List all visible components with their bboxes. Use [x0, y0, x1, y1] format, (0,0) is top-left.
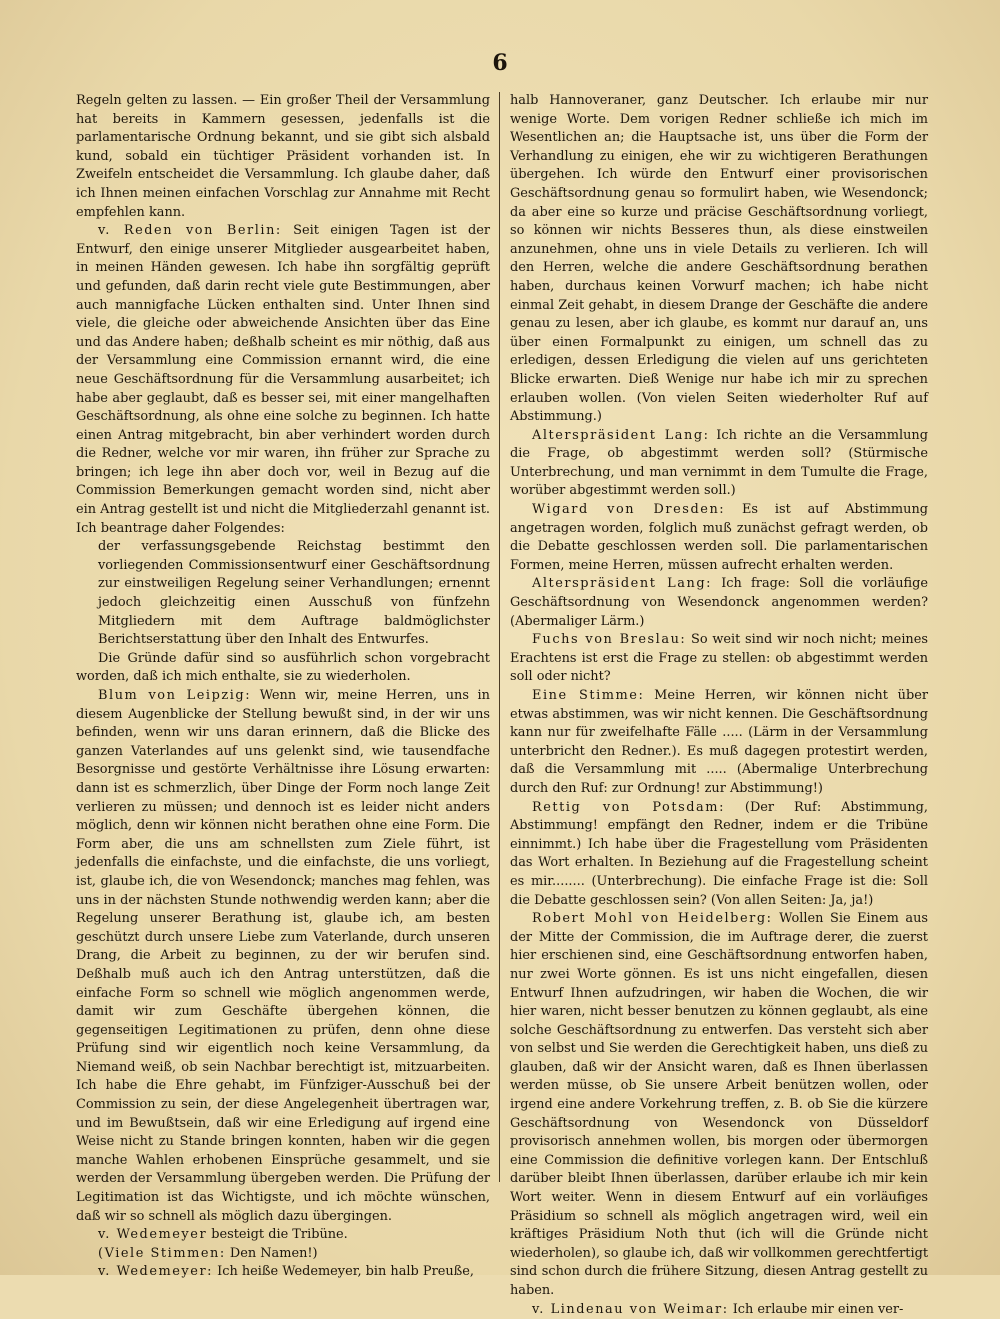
speech-paragraph	[510, 631, 928, 687]
speech-paragraph	[76, 222, 490, 538]
speech-text: besteigt die Tribüne.	[207, 1227, 348, 1243]
speech-paragraph	[510, 687, 928, 799]
speaker-name: v. Wedemeyer:	[98, 1264, 214, 1280]
speech-text: Es ist auf Abstimmung angetragen worden, folglich muß zunächst gefragt werden, ob die Debatte geschlossen werden soll. Die parlamentarischen Formen, meine Herren, müssen aufrecht erhalten werden.	[510, 502, 928, 573]
speech-paragraph	[76, 1245, 490, 1264]
speech-text: Seit einigen Tagen ist der Entwurf, den einige unserer Mitglieder ausgearbeitet haben, in meinen Händen gewesen. Ich habe ihn sorgfältig geprüft und gefunden, daß darin recht viele gute Bestimmungen, aber auch mannigfache Lücken enthalten sind. Unter Ihnen sind viele, die gleiche oder abweichende Ansichten über das Eine und das Andere haben; deßhalb scheint es mir nöthig, daß aus der Versammlung eine Commission ernannt wird, die eine neue Geschäftsordnung für die Versammlung ausarbeitet; ich habe aber geglaubt, daß es besser sei, mit einer mangelhaften Geschäftsordnung, als ohne eine solche zu beginnen. Ich hatte einen Antrag mitgebracht, bin aber verhindert worden durch die Redner, welche vor mir waren, ihn früher zur Sprache zu bringen; ich lege ihn aber doch vor, weil in Bezug auf die Commission Bemerkungen gemacht worden sind, nicht aber ein Antrag gestellt ist und nicht die Mitgliederzahl genannt ist. Ich beantrage daher Folgendes:	[76, 223, 490, 536]
speaker-name: Fuchs von Breslau:	[532, 632, 687, 648]
speech-paragraph	[510, 1301, 928, 1319]
column-divider	[499, 92, 500, 1182]
speech-paragraph	[510, 427, 928, 501]
speech-text: (Der Ruf: Abstimmung, Abstimmung! empfängt den Redner, indem er die Tribüne einnimmt.) Ich habe über die Fragestellung vom Präsidenten das Wort erhalten. In Beziehung auf die Fragestellung scheint es mir........ (Unterbrechung). Die einfache Frage ist die: Soll die Debatte geschlossen sein? (Von allen Seiten: Ja, ja!)	[510, 799, 929, 908]
speech-text: Wollen Sie Einem aus der Mitte der Commission, die im Auftrage derer, die zuerst hier erschienen sind, eine Geschäftsordnung entworfen haben, nur zwei Worte gönnen. Es ist uns nicht eingefallen, diesen Entwurf Ihnen aufzudringen, wir haben die Wochen, die wir hier waren, nicht besser benutzen zu können geglaubt, als eine solche Geschäftsordnung zu entwerfen. Das versteht sich aber von selbst und Sie werden die Gerechtigkeit haben, uns dieß zu glauben, daß wir der Ansicht waren, daß es Ihnen überlassen werden müsse, ob Sie unsere Arbeit benützen wollen, oder irgend eine andere Vorkehrung treffen, z. B. ob Sie die kürzere Geschäftsordnung von Wesendonck von Düsseldorf provisorisch annehmen wollen, bis morgen oder übermorgen eine Commission die definitive vorlegen kann. Der Entschluß darüber bleibt Ihnen überlassen, darüber erlaube ich mir kein Wort weiter. Wenn in diesem Entwurf auf ein vorläufiges Präsidium so schnell als möglich angetragen wird, weil ein kräftiges Präsidium Noth thut (ich will die Gründe nicht wiederholen), so glaube ich, daß wir vollkommen gerechtfertigt sind schon durch die frühere Sitzung, diesen Antrag gestellt zu haben.	[510, 911, 928, 1298]
speech-text: Wenn wir, meine Herren, uns in diesem Augenblicke der Stellung bewußt sind, in der wir uns befinden, wenn wir uns daran erinnern, daß die Blicke des ganzen Vaterlandes auf uns gelenkt sind, wie tausendfache Besorgnisse und gestörte Verhältnisse ihre Lösung erwarten: dann ist es schmerzlich, über Dinge der Form noch lange Zeit verlieren zu müssen; und dennoch ist es leider nicht anders möglich, denn wir können nicht berathen ohne eine Form. Die Form aber, die uns am schnellsten zum Ziele führt, ist jedenfalls die einfachste, und die einfachste, die uns vorliegt, ist, glaube ich, die von Wesendonck; manches mag fehlen, was uns in der nächsten Stunde nothwendig werden kann; aber die Regelung unserer Berathung ist, glaube ich, am besten geschützt durch unsere Liebe zum Vaterlande, durch unseren Drang, die Arbeit zu beginnen, zu der wir berufen sind. Deßhalb muß auch ich den Antrag unterstützen, daß die einfache Form so schnell wie möglich angenommen werde, damit wir zum Geschäfte übergehen können, die gegenseitigen Legitimationen zu prüfen, denn ohne diese Prüfung sind wir eigentlich noch keine Versammlung, da Niemand weiß, ob sein Nachbar berechtigt ist, mitzuarbeiten. Ich habe die Ehre gehabt, im Fünfziger-Ausschuß bei der Commission zu sein, der diese Angelegenheit übertragen war, und im Bewußtsein, daß wir eine Erledigung auf irgend eine Weise nicht zu Stande bringen konnten, haben wir die gegen manche Wahlen erhobenen Einsprüche gesammelt, und sie werden der Versammlung übergeben werden. Die Prüfung der Legitimation ist das Wichtigste, und ich möchte wünschen, daß wir so schnell als möglich dazu übergingen.	[76, 688, 490, 1224]
speech-paragraph	[510, 799, 928, 911]
speaker-name: v. Wedemeyer	[98, 1227, 208, 1243]
speech-text: Den Namen!)	[225, 1245, 318, 1261]
speaker-name: Wigard von Dresden:	[532, 502, 726, 518]
speech-text: So weit sind wir noch nicht; meines Erachtens ist erst die Frage zu stellen: ob abgestimmt werden soll oder nicht?	[510, 632, 928, 685]
speech-paragraph	[76, 687, 490, 1226]
speaker-name: Robert Mohl von Heidelberg:	[532, 911, 773, 927]
motion-text: der verfassungsgebende Reichstag bestimmt den vorliegenden Commissionsentwurf einer Geschäftsordnung zur einstweiligen Regelung seiner Verhandlungen; ernennt jedoch gleichzeitig einen Ausschuß von fünfzehn Mitgliedern mit dem Auftrage baldmöglichster Berichtserstattung über den Inhalt des Entwurfes.	[98, 539, 490, 648]
speaker-name: v. Reden von Berlin:	[98, 223, 282, 239]
speaker-name: Rettig von Potsdam:	[532, 799, 725, 815]
speaker-name: Alterspräsident Lang:	[532, 576, 713, 592]
paragraph: Die Gründe dafür sind so ausführlich schon vorgebracht worden, daß ich mich enthalte, sie zu wiederholen.	[76, 650, 490, 685]
speech-text: Ich erlaube mir einen ver-	[728, 1301, 904, 1317]
speaker-name: Blum von Leipzig:	[98, 688, 252, 703]
speech-paragraph	[510, 575, 928, 631]
speaker-name: v. Lindenau von Weimar:	[532, 1301, 729, 1317]
left-column	[76, 92, 490, 1280]
speech-text: Meine Herren, wir können nicht über etwas abstimmen, was wir nicht kennen. Die Geschäftsordnung kann nur für zweifelhafte Fälle ..... (Lärm in der Versammlung unterbricht den Redner.). Es muß dagegen protestirt werden, daß die Versammlung mit ..... (Abermalige Unterbrechung durch den Ruf: zur Ordnung! zur Abstimmung!)	[510, 688, 928, 796]
speech-paragraph	[76, 1263, 490, 1282]
speech-paragraph	[510, 910, 928, 1300]
speech-text: Ich heiße Wedemeyer, bin halb Preuße,	[213, 1264, 474, 1280]
speaker-name: Eine Stimme:	[532, 688, 645, 703]
speech-paragraph	[76, 1226, 490, 1245]
speaker-name: Alterspräsident Lang:	[532, 427, 710, 443]
speaker-name: (Viele Stimmen:	[98, 1245, 226, 1261]
right-column	[510, 92, 929, 1317]
speech-paragraph	[510, 501, 928, 575]
page-number: 6	[492, 50, 508, 76]
speech-text: Ich frage: Soll die vorläufige Geschäftsordnung von Wesendonck angenommen werden? (Abermaliger Lärm.)	[510, 576, 929, 629]
speech-text: Ich richte an die Versammlung die Frage, ob abgestimmt werden soll? (Stürmische Unterbrechung, und man vernimmt in dem Tumulte die Frage, worüber abgestimmt werden soll.)	[510, 427, 928, 499]
continued-paragraph: Regeln gelten zu lassen. — Ein großer Theil der Versammlung hat bereits in Kammern gesessen, jedenfalls ist die parlamentarische Ordnung bekannt, und sie gibt sich alsbald kund, sobald ein tüchtiger Präsident vorhanden ist. In Zweifeln entscheidet die Versammlung. Ich glaube daher, daß ich Ihnen meinen einfachen Vorschlag zur Annahme mit Recht empfehlen kann.	[76, 93, 490, 220]
continued-paragraph: halb Hannoveraner, ganz Deutscher. Ich erlaube mir nur wenige Worte. Dem vorigen Redner schließe ich mich im Wesentlichen an; die Hauptsache ist, uns über die Form der Verhandlung zu einigen, ehe wir zu wichtigeren Berathungen übergehen. Ich würde den Entwurf einer provisorischen Geschäftsordnung genau so formulirt haben, wie Wesendonck; da aber eine so kurze und präcise Geschäftsordnung vorliegt, so können wir nichts Besseres thun, als diese einstweilen anzunehmen, ohne uns in viele Details zu verlieren. Ich will den Herren, welche die andere Geschäftsordnung berathen haben, durchaus keinen Vorwurf machen; ich habe nicht einmal Zeit gehabt, in diesem Drange der Geschäfte die andere genau zu lesen, aber ich glaube, es kommt nur darauf an, uns über einen Formalpunkt zu einigen, um schnell das zu erledigen, dessen Erledigung die vielen auf uns gerichteten Blicke erwarten. Dieß Wenige nur habe ich mir zu sprechen erlauben wollen. (Von vielen Seiten wiederholter Ruf auf Abstimmung.)	[510, 93, 928, 425]
